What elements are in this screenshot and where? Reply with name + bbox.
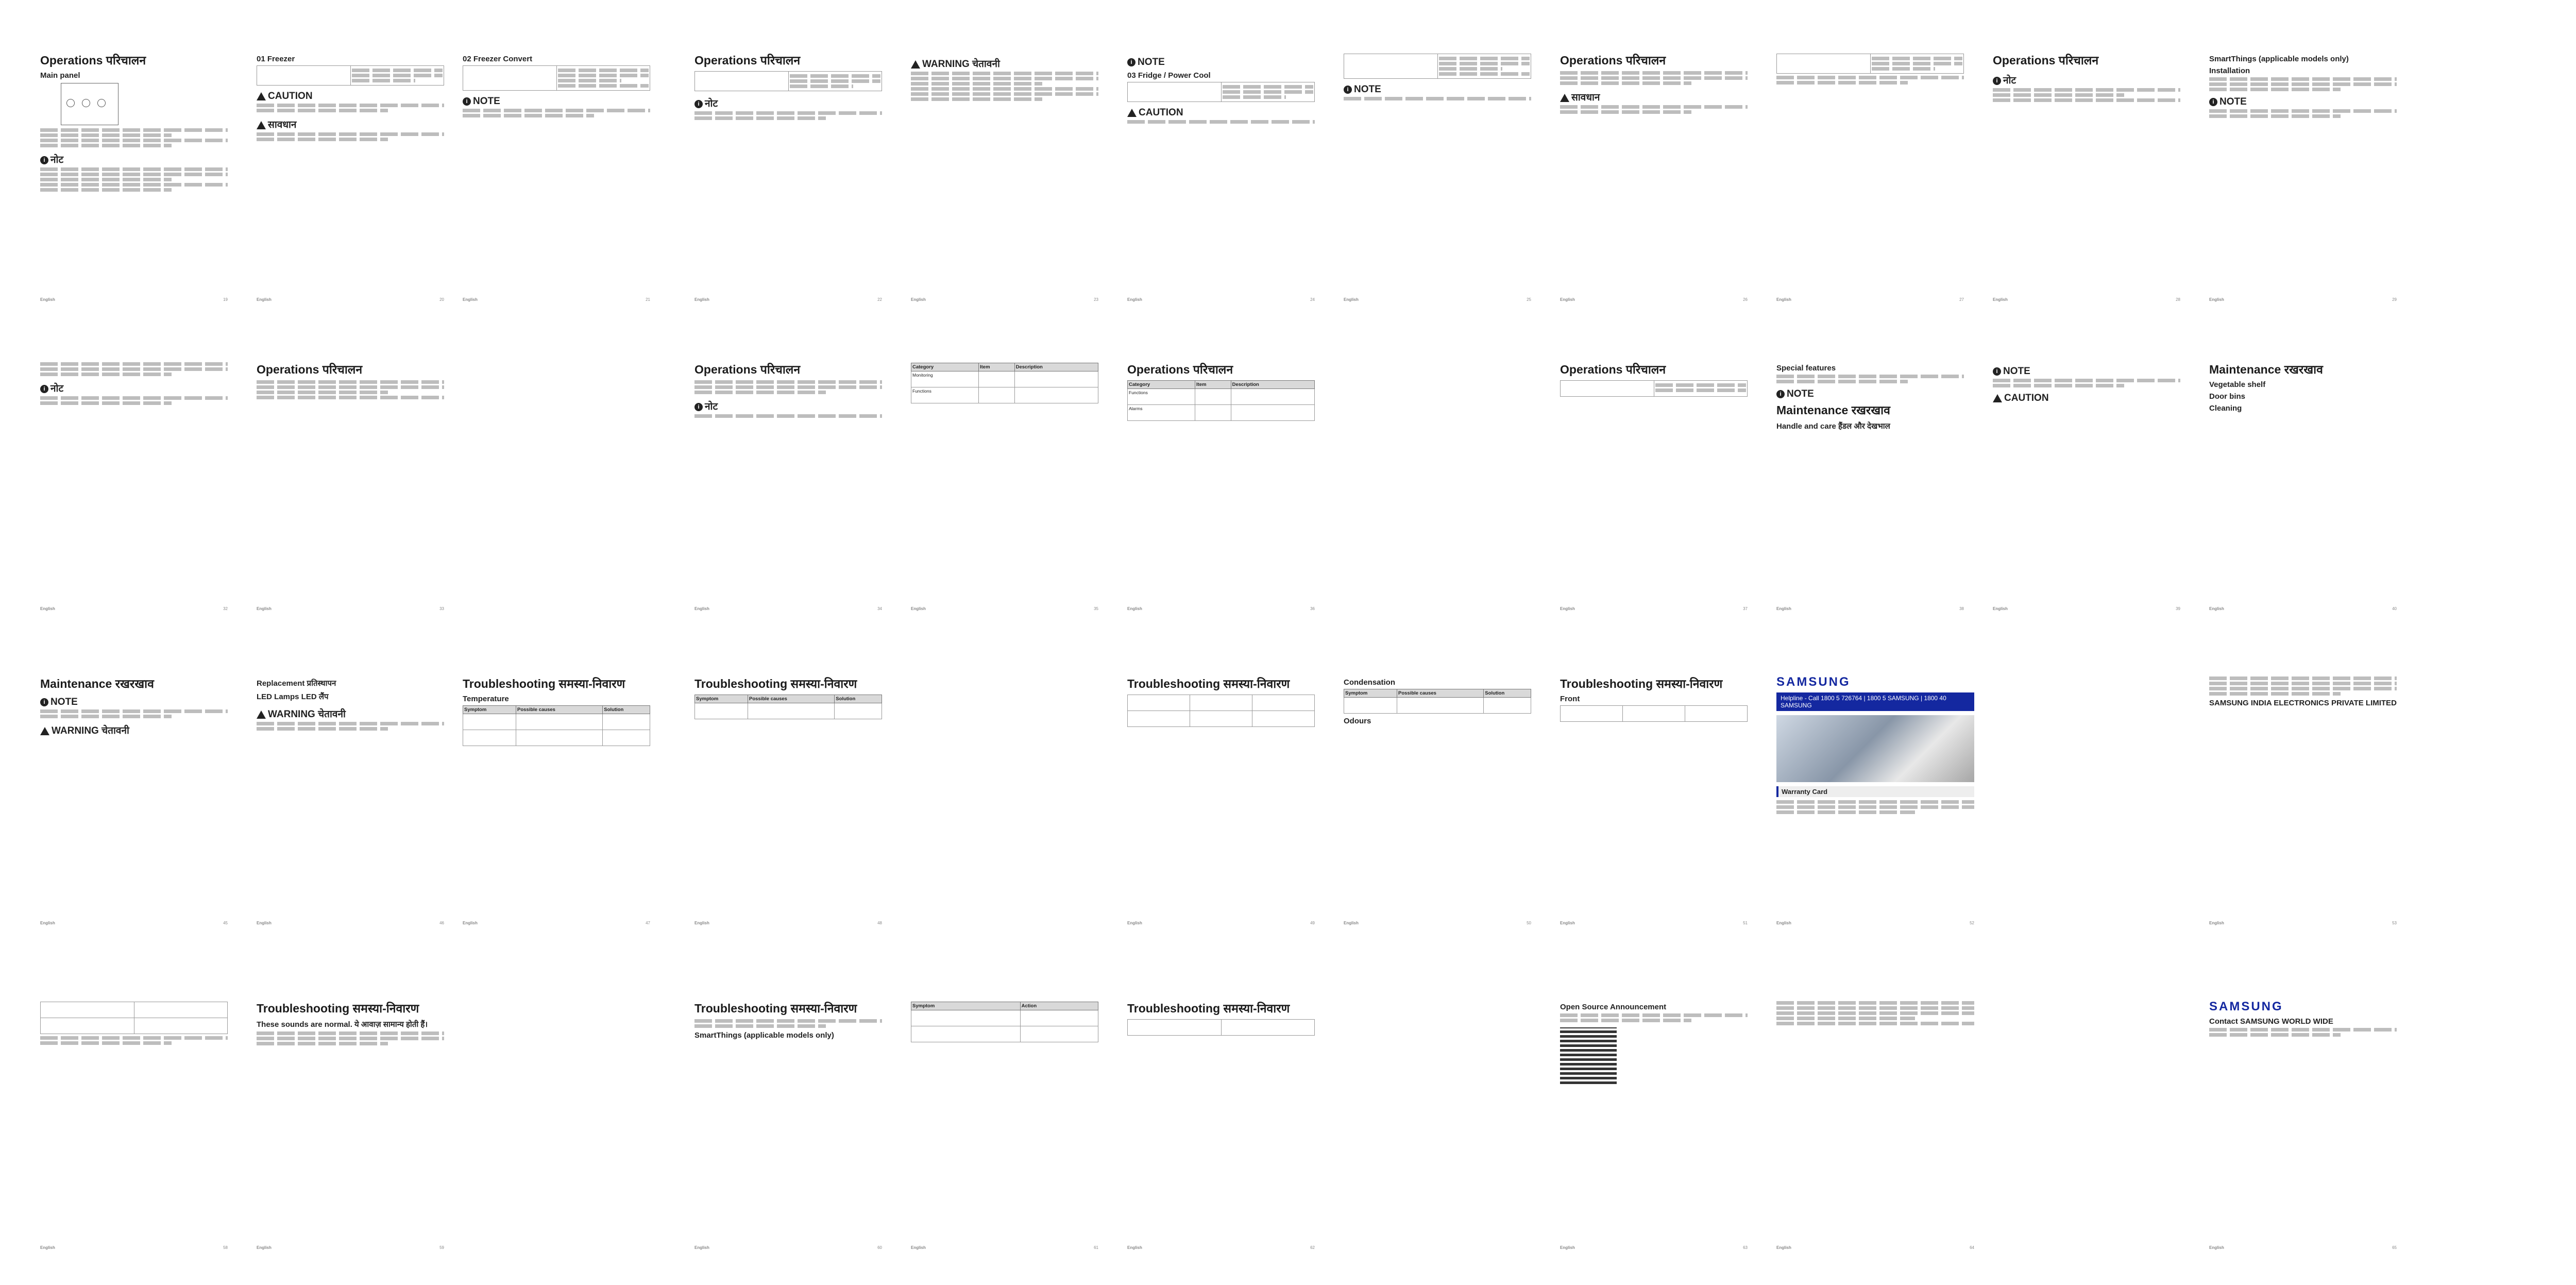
page-footer: English 50 xyxy=(1344,921,1531,925)
page-footer: English 20 xyxy=(257,297,444,302)
section-heading: SmartThings (applicable models only) xyxy=(2209,55,2349,63)
temperature-table: Symptom Possible causes Solution xyxy=(463,705,650,746)
energy-mode-table xyxy=(1776,54,1964,74)
page-operations-7 xyxy=(1551,330,1757,618)
page-footer: English 64 xyxy=(1776,1245,1974,1250)
page-title: Maintenance रखरखाव xyxy=(2209,363,2323,376)
page-freezer xyxy=(247,21,453,309)
section-heading: Replacement प्रतिस्थापन xyxy=(257,679,336,688)
fridge-table xyxy=(1127,82,1315,102)
page-footer: English 60 xyxy=(694,1245,882,1250)
page-fridge-power-cool xyxy=(1118,21,1324,309)
page-footer: English 33 xyxy=(257,606,444,611)
hindi-functions-table xyxy=(1560,380,1748,397)
warning-triangle-icon xyxy=(257,92,266,100)
page-operations-2 xyxy=(685,21,891,309)
info-icon: i xyxy=(40,156,48,164)
troubleshooting-table-2: Symptom Possible causes Solution xyxy=(694,695,882,719)
page-footer: English 65 xyxy=(2209,1245,2397,1250)
page-footer: English 61 xyxy=(911,1245,1098,1250)
contact-heading: Contact SAMSUNG WORLD WIDE xyxy=(2209,1017,2333,1026)
page-operations-4 xyxy=(1984,21,2190,309)
smartthings-hindi-table xyxy=(1127,1019,1315,1036)
installation-heading: Installation xyxy=(2209,66,2250,75)
condensation-table: Symptom Possible causes Solution xyxy=(1344,689,1531,714)
product-photos xyxy=(1776,715,1974,782)
page-footer: English 59 xyxy=(257,1245,444,1250)
page-row-1 xyxy=(0,21,2576,319)
page-replacement xyxy=(247,644,453,933)
page-ai-energy-mode xyxy=(1767,21,1973,309)
note-heading: i नोट xyxy=(40,153,228,166)
warning-triangle-icon xyxy=(40,727,49,735)
page-footer: English 37 xyxy=(1560,606,1748,611)
smartthings-heading: SmartThings (applicable models only) xyxy=(694,1031,834,1040)
page-title: Troubleshooting समस्या-निवारण xyxy=(463,677,625,690)
page-footer: English 22 xyxy=(694,297,882,302)
page-troubleshooting-sounds xyxy=(247,969,453,1257)
info-icon: i xyxy=(1344,86,1352,94)
section-heading: 02 Freezer Convert xyxy=(463,55,533,63)
caution-heading-hindi: सावधान xyxy=(257,117,444,131)
caution-heading: CAUTION xyxy=(1993,393,2180,404)
monitoring-functions-table: Category Item Description Monitoring Functions xyxy=(911,363,1098,403)
page-title: Operations परिचालन xyxy=(257,363,363,376)
cleaning-heading: Cleaning xyxy=(2209,404,2242,413)
note-heading: i नोट xyxy=(694,96,882,110)
page-title: Operations परिचालन xyxy=(694,54,801,67)
page-footer: English 27 xyxy=(1776,297,1964,302)
page-special-features xyxy=(1767,330,1973,618)
page-row-2 xyxy=(0,330,2576,639)
page-operations-3 xyxy=(1551,21,1757,309)
warning-triangle-icon xyxy=(911,60,920,69)
warning-triangle-icon xyxy=(1127,109,1137,117)
vegetable-shelf-heading: Vegetable shelf xyxy=(2209,380,2266,389)
page-footer: English 46 xyxy=(257,921,444,925)
page-warranty-form xyxy=(1767,969,1984,1257)
page-title: Troubleshooting समस्या-निवारण xyxy=(1560,677,1723,690)
front-heading: Front xyxy=(1560,695,1580,703)
page-freezer-convert xyxy=(453,21,659,309)
samsung-logo: SAMSUNG xyxy=(2209,1000,2283,1013)
note-heading: i NOTE xyxy=(1127,57,1315,68)
info-icon: i xyxy=(40,385,48,393)
page-title: Operations परिचालन xyxy=(1993,54,2099,67)
maintenance-title: Maintenance रखरखाव xyxy=(1776,403,1890,417)
freezer-hindi-table xyxy=(694,71,882,91)
page-title: Operations परिचालन xyxy=(40,54,146,67)
page-footer: English 52 xyxy=(1776,921,1974,925)
page-footer: English 48 xyxy=(694,921,882,925)
freezer-table xyxy=(257,65,444,86)
note-heading: i NOTE xyxy=(40,697,228,708)
page-title: Maintenance रखरखाव xyxy=(40,677,154,690)
info-icon: i xyxy=(40,698,48,706)
osa-heading: Open Source Announcement xyxy=(1560,1003,1667,1011)
page-footer: English 24 xyxy=(1127,297,1315,302)
page-warranty-terms xyxy=(2200,644,2406,933)
page-operations-main-panel xyxy=(31,21,237,309)
page-footer: English 45 xyxy=(40,921,228,925)
info-icon: i xyxy=(694,403,703,411)
page-smartthings xyxy=(2200,21,2406,309)
door-bins-heading: Door bins xyxy=(2209,392,2245,401)
warning-heading: WARNING चेतावनी xyxy=(257,707,444,720)
page-title: Troubleshooting समस्या-निवारण xyxy=(257,1002,419,1015)
info-icon: i xyxy=(694,100,703,108)
caution-heading: CAUTION xyxy=(1127,107,1315,119)
note-heading: i नोट xyxy=(694,399,882,413)
info-icon: i xyxy=(2209,98,2217,106)
temperature-heading: Temperature xyxy=(463,695,509,703)
page-open-source xyxy=(1551,969,1757,1257)
odours-heading: Odours xyxy=(1344,717,1371,725)
page-title: Operations परिचालन xyxy=(1560,363,1666,376)
note-heading: i NOTE xyxy=(1776,388,1964,400)
info-icon: i xyxy=(1993,367,2001,376)
page-footer: English 21 xyxy=(463,297,650,302)
note-heading: i NOTE xyxy=(1344,84,1531,95)
page-title: Troubleshooting समस्या-निवारण xyxy=(694,677,857,690)
page-footer: English 58 xyxy=(40,1245,228,1250)
page-footer: English 62 xyxy=(1127,1245,1315,1250)
page-monitoring-table xyxy=(902,330,1108,618)
page-maintenance-2 xyxy=(31,644,237,933)
page-title: Troubleshooting समस्या-निवारण xyxy=(694,1002,857,1015)
info-icon: i xyxy=(1993,77,2001,85)
warning-heading: WARNING चेतावनी xyxy=(40,723,228,737)
page-footer: English 49 xyxy=(1127,921,1315,925)
note-heading: i नोट xyxy=(40,381,228,395)
warning-triangle-icon xyxy=(257,711,266,719)
page-row-3 xyxy=(0,644,2576,963)
troubleshooting-table-3 xyxy=(1127,695,1315,727)
page-footer: English 53 xyxy=(2209,921,2397,925)
warranty-title: Warranty Card xyxy=(1776,786,1974,797)
note-heading: i NOTE xyxy=(1993,366,2180,377)
page-contact xyxy=(2200,969,2406,1257)
page-troubleshooting-1 xyxy=(453,644,659,933)
page-operations-alarms xyxy=(1118,330,1324,618)
handle-care-heading: Handle and care हैंडल और देखभाल xyxy=(1776,422,1890,431)
warning-heading: WARNING चेतावनी xyxy=(911,57,1098,70)
page-footer: English 34 xyxy=(694,606,882,611)
condensation-heading: Condensation xyxy=(1344,678,1395,687)
helpline-banner: Helpline - Call 1800 5 726764 | 1800 5 SAMSUNG | 1800 40 SAMSUNG xyxy=(1776,692,1974,711)
page-warning xyxy=(902,21,1108,309)
power-cool-table xyxy=(1344,54,1531,79)
section-heading: 03 Fridge / Power Cool xyxy=(1127,71,1211,80)
page-troubleshooting-3 xyxy=(1118,644,1324,933)
page-footer: English 29 xyxy=(2209,297,2397,302)
page-footer: English 51 xyxy=(1560,921,1748,925)
page-footer: English 26 xyxy=(1560,297,1748,302)
warning-triangle-icon xyxy=(1993,394,2002,402)
page-title: Troubleshooting समस्या-निवारण xyxy=(1127,1002,1290,1015)
caution-heading-hindi: सावधान xyxy=(1560,90,1748,104)
page-smartthings-table xyxy=(902,969,1108,1257)
section-heading: Special features xyxy=(1776,364,1836,373)
caution-heading: CAUTION xyxy=(257,91,444,102)
page-footer: English 47 xyxy=(463,921,650,925)
sounds-heading: These sounds are normal. ये आवाज़ सामान्य होती हैं। xyxy=(257,1020,428,1029)
info-icon: i xyxy=(1127,58,1136,66)
qr-code-icon xyxy=(1560,1027,1617,1084)
freezer-convert-table xyxy=(463,65,650,91)
page-footer: English 36 xyxy=(1127,606,1315,611)
warning-triangle-icon xyxy=(1560,94,1569,102)
samsung-logo: SAMSUNG xyxy=(1776,675,1851,689)
page-maintenance-hindi xyxy=(1984,330,2190,618)
info-icon: i xyxy=(1776,390,1785,398)
front-table xyxy=(1560,705,1748,722)
page-row-4 xyxy=(0,969,2576,1278)
page-condensation xyxy=(1334,644,1540,933)
page-footer: English 23 xyxy=(911,297,1098,302)
page-footer: English 39 xyxy=(1993,606,2180,611)
company-name: SAMSUNG INDIA ELECTRONICS PRIVATE LIMITED xyxy=(2209,699,2397,707)
page-sounds-table xyxy=(31,969,237,1257)
page-troubleshooting-5 xyxy=(685,969,891,1257)
page-footer: English 32 xyxy=(40,606,228,611)
page-title: Operations परिचालन xyxy=(1127,363,1233,376)
note-heading: i NOTE xyxy=(2209,96,2397,108)
section-heading: Main panel xyxy=(40,71,80,80)
section-heading: 01 Freezer xyxy=(257,55,295,63)
page-operations-5 xyxy=(247,330,453,618)
page-smartthings-hindi xyxy=(31,330,237,618)
page-title: Troubleshooting समस्या-निवारण xyxy=(1127,677,1290,690)
warning-triangle-icon xyxy=(257,121,266,129)
page-title: Operations परिचालन xyxy=(694,363,801,376)
page-troubleshooting-6 xyxy=(1118,969,1324,1257)
sounds-hindi-table xyxy=(40,1002,228,1034)
page-maintenance xyxy=(2200,330,2406,618)
page-troubleshooting-2 xyxy=(685,644,891,933)
page-footer: English 19 xyxy=(40,297,228,302)
page-footer: English 28 xyxy=(1993,297,2180,302)
page-footer: English 63 xyxy=(1560,1245,1748,1250)
control-panel-diagram xyxy=(61,83,118,125)
page-footer: English 25 xyxy=(1344,297,1531,302)
page-footer: English 35 xyxy=(911,606,1098,611)
note-heading: i नोट xyxy=(1993,73,2180,87)
page-operations-6 xyxy=(685,330,891,618)
page-power-cool-vacation xyxy=(1334,21,1540,309)
led-lamps-heading: LED Lamps LED लैंप xyxy=(257,692,329,701)
info-icon: i xyxy=(463,97,471,106)
page-footer: English 38 xyxy=(1776,606,1964,611)
page-troubleshooting-4 xyxy=(1551,644,1757,933)
alarms-table: Category Item Description Functions Alarms xyxy=(1127,380,1315,421)
page-footer: English 40 xyxy=(2209,606,2397,611)
smartthings-symptom-table: Symptom Action xyxy=(911,1002,1098,1042)
page-warranty-card xyxy=(1767,644,1984,933)
page-title: Operations परिचालन xyxy=(1560,54,1666,67)
note-heading: i NOTE xyxy=(463,96,650,107)
